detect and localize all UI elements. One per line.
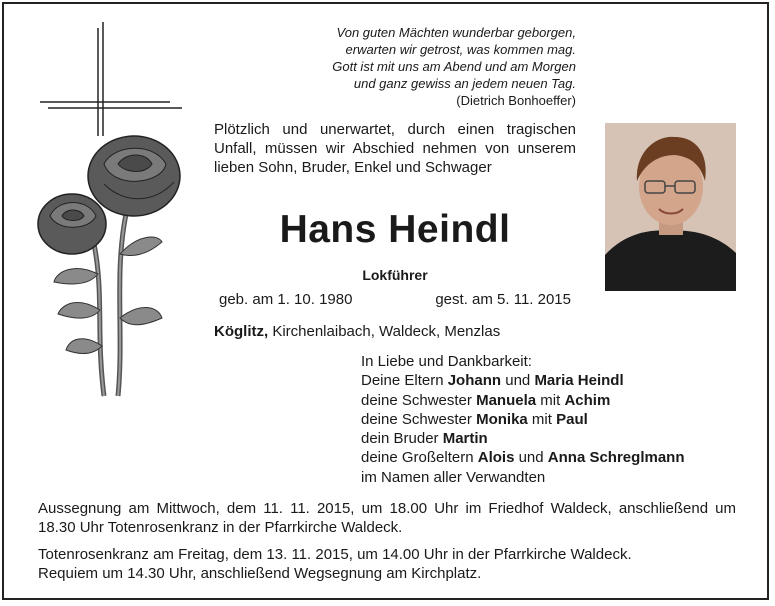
quote-line: Von guten Mächten wunderbar geborgen, <box>336 25 576 40</box>
mourner-line <box>361 371 741 390</box>
rosary-line: Totenrosenkranz am Freitag, dem 13. 11. 2015, um 14.00 Uhr in der Pfarrkirche Waldeck. <box>38 546 632 563</box>
places-line <box>214 323 500 340</box>
mourner-line <box>361 448 741 467</box>
requiem-line: Requiem um 14.30 Uhr, anschließend Wegsegnung am Kirchplatz. <box>38 565 482 582</box>
death-date: gest. am 5. 11. 2015 <box>435 291 571 308</box>
mourner-text: deine Schwester <box>361 391 477 409</box>
place-main: Köglitz, <box>214 323 269 340</box>
mourner-name: Martin <box>442 430 488 448</box>
mourner-text: mit <box>527 410 557 428</box>
portrait-photo <box>605 123 736 291</box>
mourner-text: im Namen aller Verwandten <box>361 468 546 486</box>
mourner-text: In Liebe und Dankbarkeit: <box>361 353 532 370</box>
mourner-line <box>361 391 741 410</box>
mourner-name: Manuela <box>476 391 537 409</box>
mourner-line <box>361 468 741 487</box>
quote-line: Gott ist mit uns am Abend und am Morgen <box>332 59 576 74</box>
roses-icon <box>34 124 194 404</box>
mourner-text: und <box>501 372 535 390</box>
place-others: Kirchenlaibach, Waldeck, Menzlas <box>268 323 501 340</box>
quote-line: erwarten wir getrost, was kommen mag. <box>345 42 576 57</box>
mourner-text: dein Bruder <box>361 430 443 448</box>
mourner-text: mit <box>536 391 565 409</box>
mourner-name: Maria Heindl <box>534 372 624 390</box>
mourner-line <box>361 410 741 429</box>
mourner-text: deine Großeltern <box>361 449 478 467</box>
quote-line: und ganz gewiss an jedem neuen Tag. <box>353 76 576 91</box>
mourner-name: Johann <box>447 372 502 390</box>
mourner-text: deine Schwester <box>361 410 477 428</box>
mourner-text: Deine Eltern <box>361 372 448 390</box>
quote-block <box>240 24 576 109</box>
deceased-name: Hans Heindl <box>279 208 511 251</box>
rosary-info <box>38 545 736 583</box>
mourner-name: Anna Schreglmann <box>547 449 685 467</box>
mourners-block <box>361 352 741 487</box>
intro-text: Plötzlich und unerwartet, durch einen tragischen Unfall, müssen wir Abschied nehmen von unserem lieben Sohn, Bruder, Enkel und Schwager <box>214 121 576 176</box>
portrait-icon <box>605 123 736 291</box>
funeral-info: Aussegnung am Mittwoch, dem 11. 11. 2015, um 18.00 Uhr im Friedhof Waldeck, anschließend um 18.30 Uhr Totenrosenkranz in der Pfarrkirche Waldeck. <box>38 500 736 536</box>
mourner-name: Achim <box>564 391 611 409</box>
cross-icon <box>36 18 186 138</box>
mourner-line <box>361 429 741 448</box>
life-dates <box>219 291 571 308</box>
quote-author: (Dietrich Bonhoeffer) <box>456 93 576 108</box>
mourner-name: Alois <box>477 449 515 467</box>
deceased-profession: Lokführer <box>362 267 428 283</box>
mourner-name: Monika <box>476 410 528 428</box>
mourner-text: und <box>514 449 548 467</box>
mourner-line <box>361 352 741 371</box>
birth-date: geb. am 1. 10. 1980 <box>219 291 353 308</box>
mourner-name: Paul <box>556 410 588 428</box>
